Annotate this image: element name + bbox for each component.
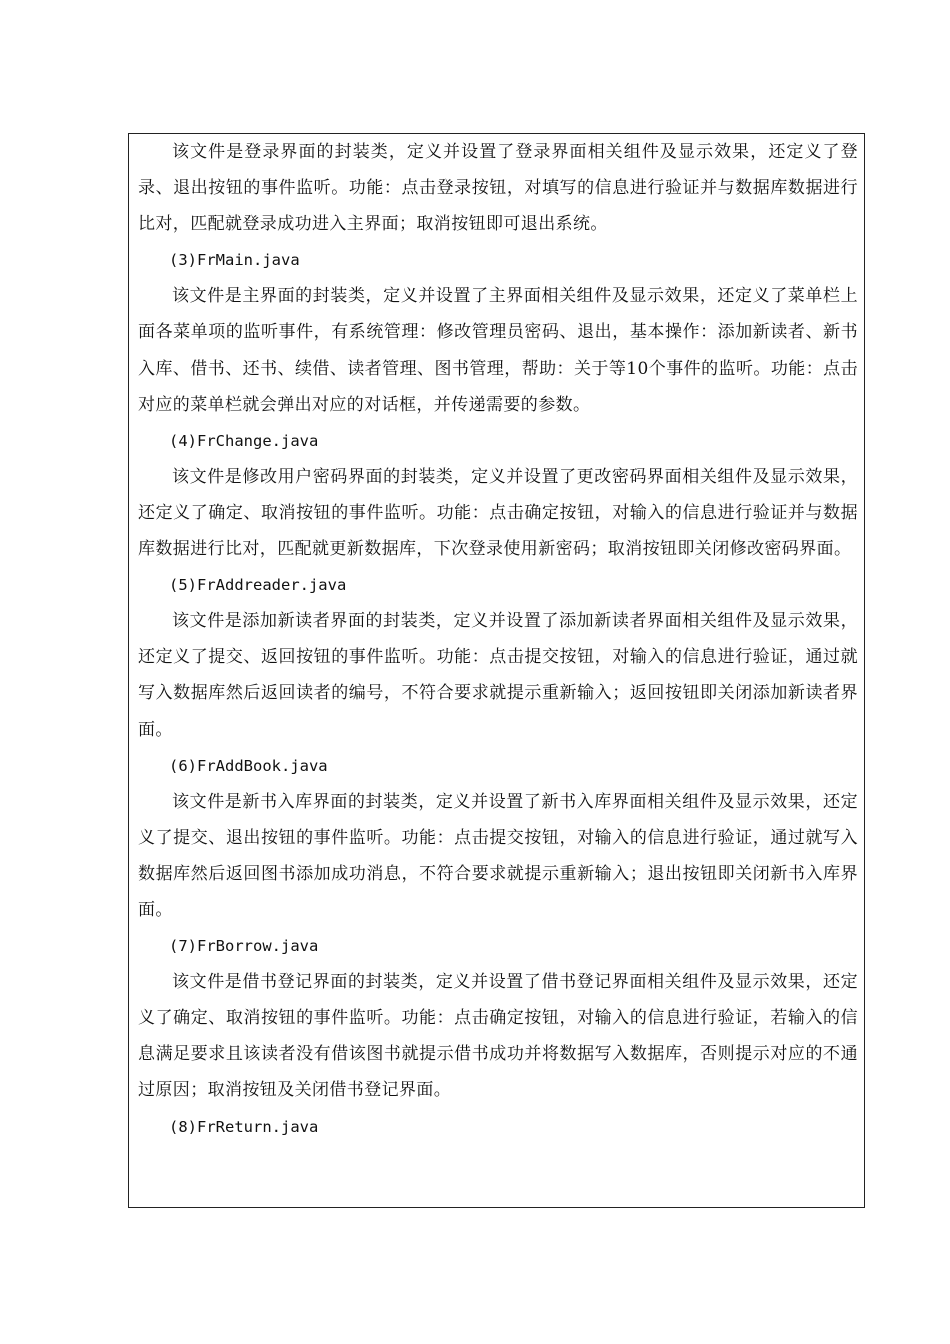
section-heading: (6)FrAddBook.java [169,756,328,775]
section-body: 该文件是主界面的封装类，定义并设置了主界面相关组件及显示效果，还定义了菜单栏上面各菜单项的监听事件，有系统管理：修改管理员密码、退出，基本操作：添加新读者、新书入库、借书、还书、续借、读者管理、图书管理，帮助：关于等10个事件的监听。功能：点击对应的菜单栏就会弹出对应的对话框，并传递需要的参数。 [138,286,858,415]
section-body: 该文件是登录界面的封装类，定义并设置了登录界面相关组件及显示效果，还定义了登录、退出按钮的事件监听。功能：点击登录按钮，对填写的信息进行验证并与数据库数据进行比对，匹配就登录成功进入主界面；取消按钮即可退出系统。 [138,142,858,235]
section-heading: (7)FrBorrow.java [169,937,319,956]
section-heading: (3)FrMain.java [169,251,300,270]
document-content [138,134,858,1145]
section-body: 该文件是新书入库界面的封装类，定义并设置了新书入库界面相关组件及显示效果，还定义了提交、退出按钮的事件监听。功能：点击提交按钮，对输入的信息进行验证，通过就写入数据库然后返回图书添加成功消息，不符合要求就提示重新输入；退出按钮即关闭新书入库界面。 [138,791,858,920]
document-frame [128,133,865,1208]
section-body: 该文件是修改用户密码界面的封装类，定义并设置了更改密码界面相关组件及显示效果，还定义了确定、取消按钮的事件监听。功能：点击确定按钮，对输入的信息进行验证并与数据库数据进行比对，匹配就更新数据库，下次登录使用新密码；取消按钮即关闭修改密码界面。 [138,466,858,560]
section-heading: (5)FrAddreader.java [169,576,347,595]
section-body: 该文件是借书登记界面的封装类，定义并设置了借书登记界面相关组件及显示效果，还定义了确定、取消按钮的事件监听。功能：点击确定按钮，对输入的信息进行验证，若输入的信息满足要求且该读者没有借该图书就提示借书成功并将数据写入数据库，否则提示对应的不通过原因；取消按钮及关闭借书登记界面。 [138,972,858,1101]
section-body: 该文件是添加新读者界面的封装类，定义并设置了添加新读者界面相关组件及显示效果，还定义了提交、返回按钮的事件监听。功能：点击提交按钮，对输入的信息进行验证，通过就写入数据库然后返回读者的编号，不符合要求就提示重新输入；返回按钮即关闭添加新读者界面。 [138,611,858,740]
section-heading: (8)FrReturn.java [169,1117,319,1136]
section-heading: (4)FrChange.java [169,431,319,450]
